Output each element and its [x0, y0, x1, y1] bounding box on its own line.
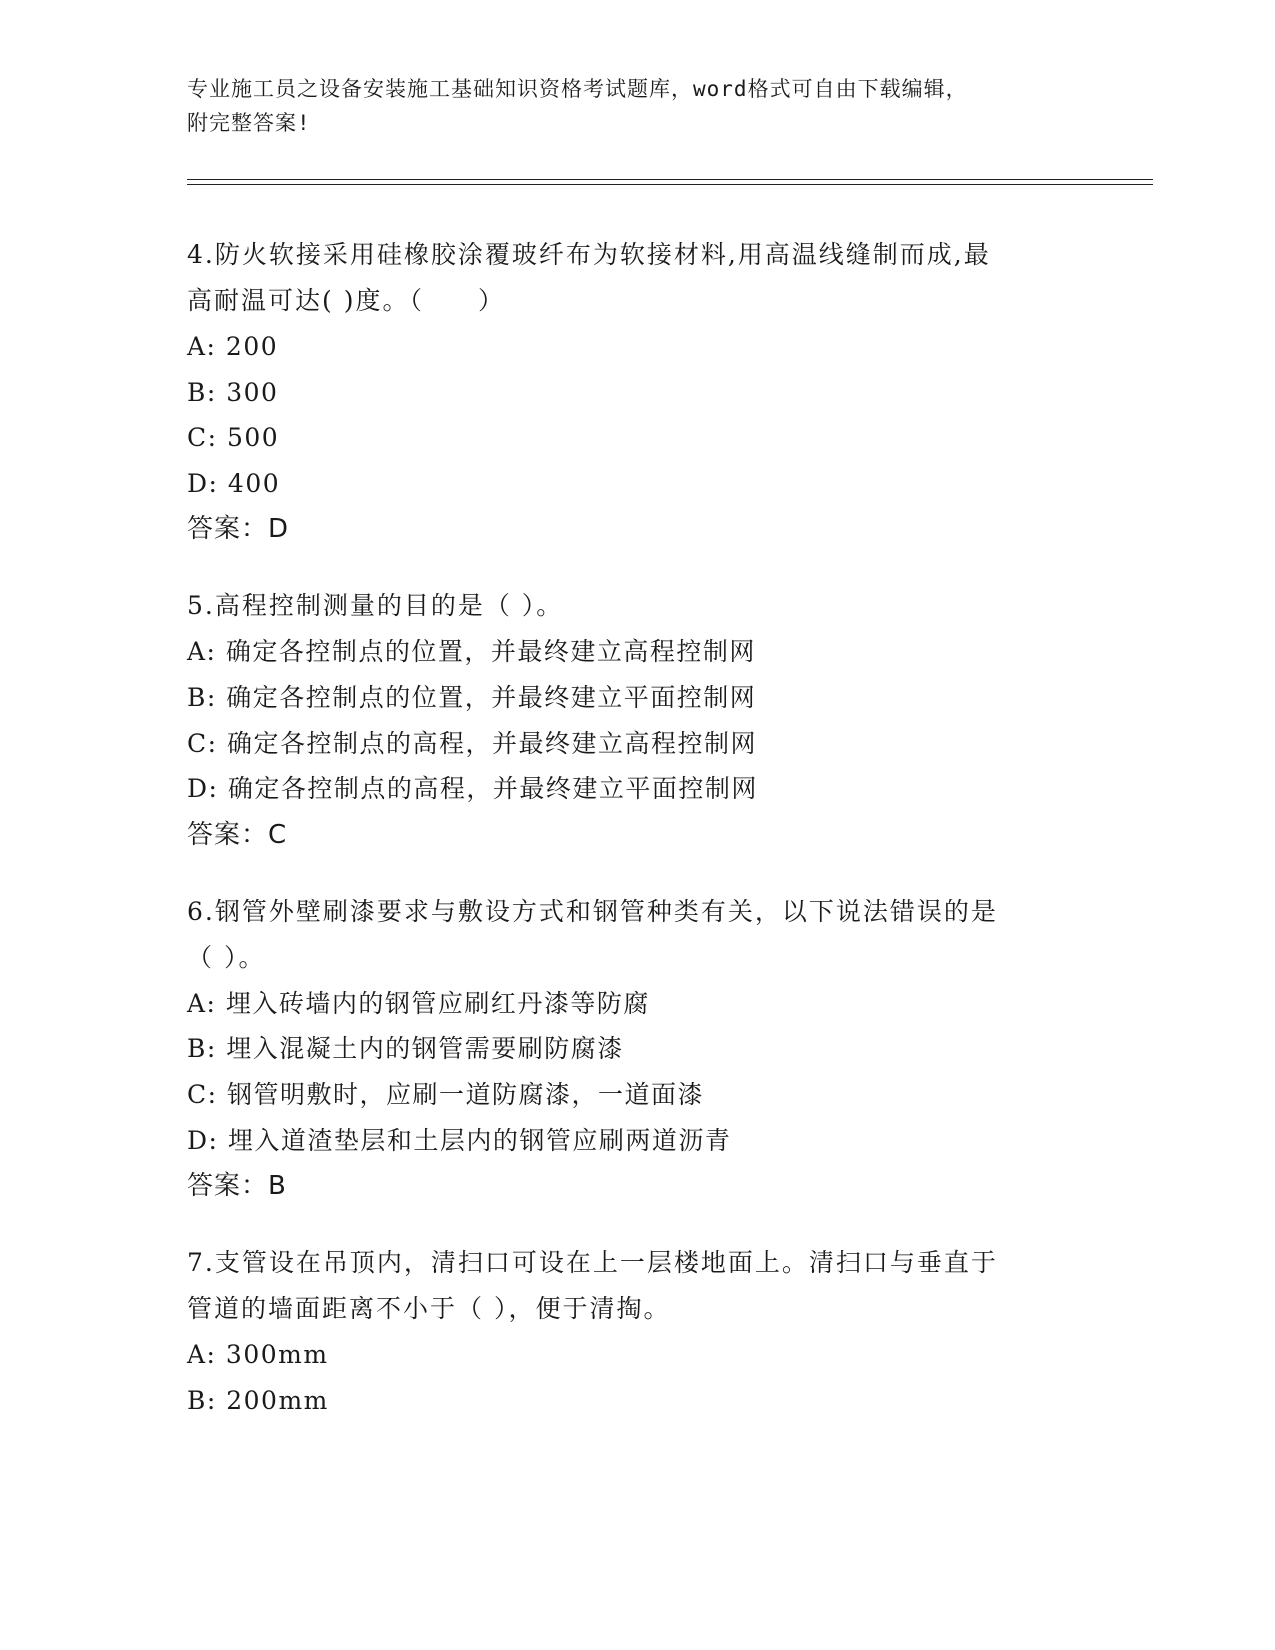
option-d: D: 确定各控制点的高程，并最终建立平面控制网	[187, 774, 758, 804]
question-5	[187, 583, 1067, 857]
option-a: A: 埋入砖墙内的钢管应刷红丹漆等防腐	[187, 988, 650, 1018]
option-b: B: 埋入混凝土内的钢管需要刷防腐漆	[187, 1034, 624, 1064]
option-d: D: 埋入道渣垫层和土层内的钢管应刷两道沥青	[187, 1125, 732, 1155]
page-header	[187, 72, 1057, 140]
answer-line: 答案：C	[187, 819, 288, 850]
answer-line: 答案：D	[187, 514, 290, 545]
question-stem-line: 5.高程控制测量的目的是（ ）。	[187, 591, 564, 621]
question-4	[187, 232, 1067, 552]
answer-line: 答案：B	[187, 1171, 287, 1202]
question-stem-line: 6.钢管外壁刷漆要求与敷设方式和钢管种类有关，以下说法错误的是	[187, 896, 998, 926]
option-b: B: 200mm	[187, 1385, 329, 1415]
option-a: A: 确定各控制点的位置，并最终建立高程控制网	[187, 637, 756, 667]
question-7	[187, 1240, 1067, 1423]
option-c: C: 钢管明敷时，应刷一道防腐漆，一道面漆	[187, 1079, 704, 1109]
option-a: A: 300mm	[187, 1340, 329, 1370]
option-a: A: 200	[187, 332, 279, 361]
question-stem-line: 7.支管设在吊顶内，清扫口可设在上一层楼地面上。清扫口与垂直于	[187, 1248, 998, 1278]
question-stem-line: （ ）。	[187, 942, 266, 972]
question-list	[187, 232, 1067, 1454]
header-line-1: 专业施工员之设备安装施工基础知识资格考试题库，word格式可自由下载编辑，	[187, 77, 968, 101]
option-d: D: 400	[187, 468, 281, 498]
question-stem-line: 高耐温可达( )度。（ ）	[187, 286, 505, 315]
question-6	[187, 889, 1067, 1209]
option-b: B: 300	[187, 377, 279, 407]
header-line-2: 附完整答案!	[187, 111, 311, 135]
option-b: B: 确定各控制点的位置，并最终建立平面控制网	[187, 682, 757, 712]
question-stem-line: 4.防火软接采用硅橡胶涂覆玻纤布为软接材料,用高温线缝制而成,最	[187, 240, 991, 269]
option-c: C: 500	[187, 423, 280, 453]
question-stem-line: 管道的墙面距离不小于（ ），便于清掏。	[187, 1294, 671, 1324]
header-divider-top	[187, 179, 1153, 180]
header-divider-bottom	[187, 184, 1153, 185]
option-c: C: 确定各控制点的高程，并最终建立高程控制网	[187, 728, 757, 758]
